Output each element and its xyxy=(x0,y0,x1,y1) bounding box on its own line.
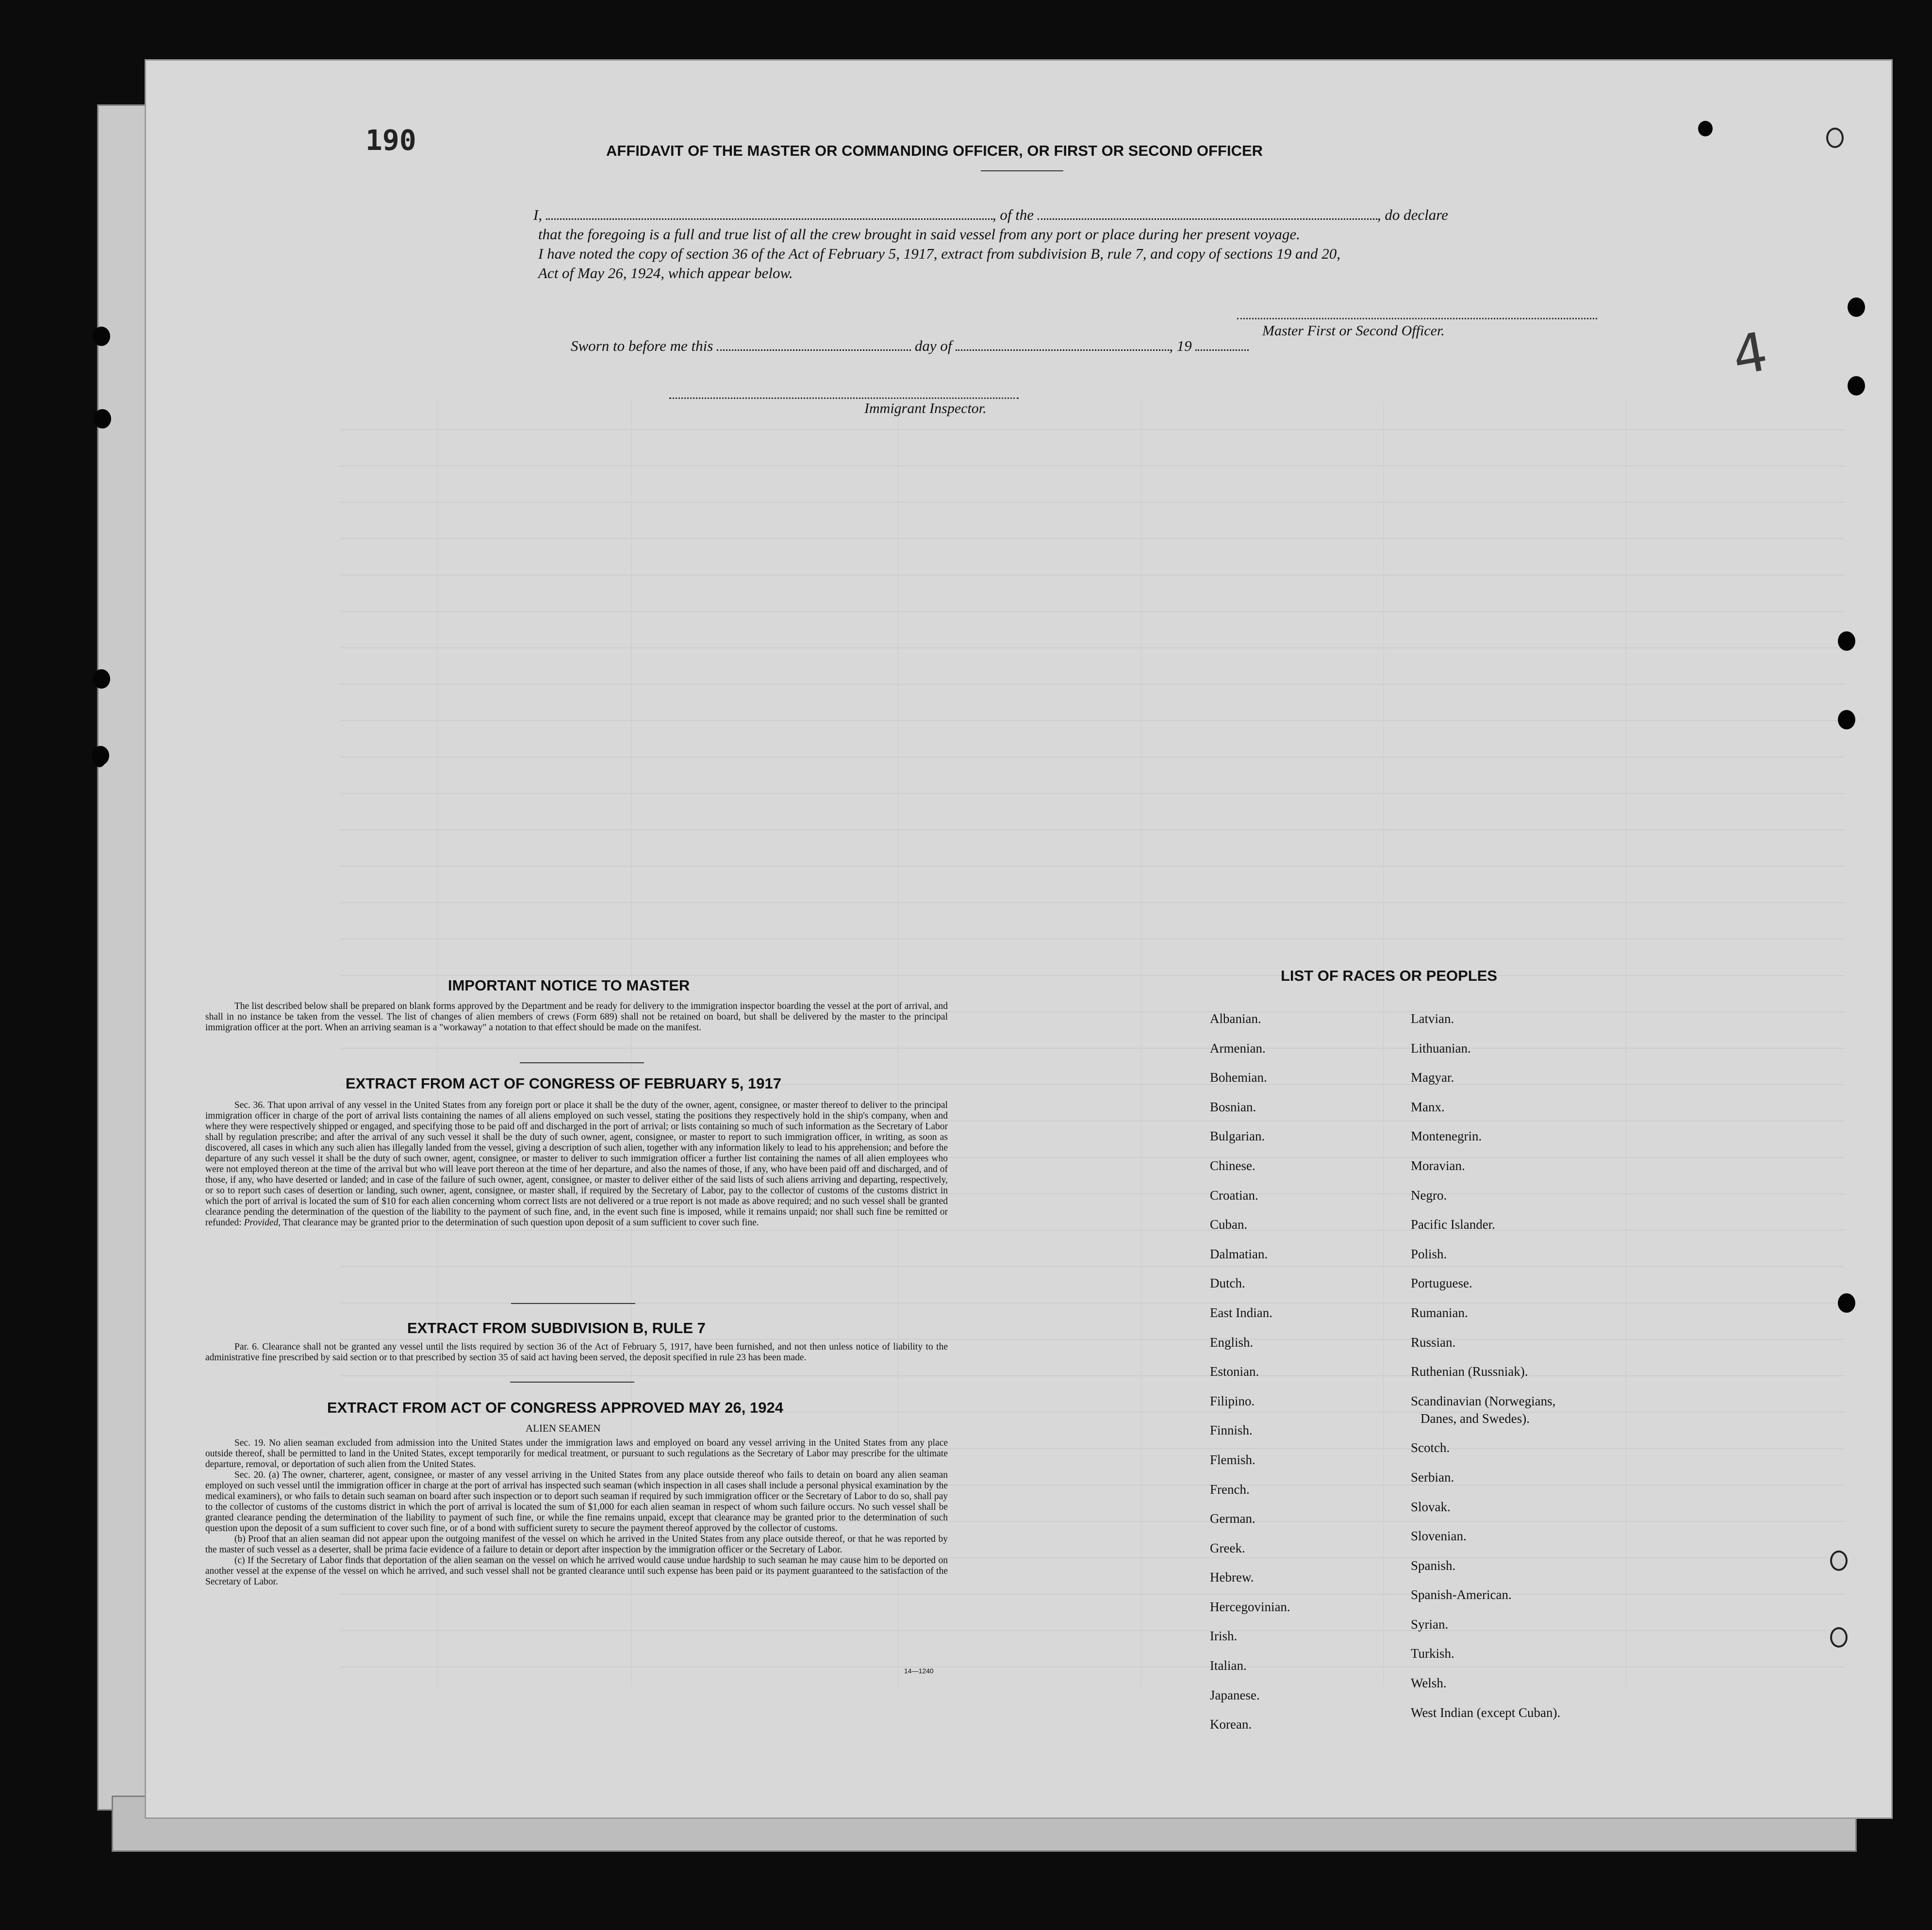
rule-7-text: Par. 6. Clearance shall not be granted any vessel until the lists required by section 36 of the Act of February 5, 1917, have been furnished, and not then unless notice of liability to the administrative fine prescribed by said section or to that prescribed by section 35 of said act having been served, the deposit specified in rule 23 has been made. xyxy=(205,1342,948,1363)
affidavit-line-1: I, , of the , do declare xyxy=(533,206,1448,223)
master-name-field[interactable] xyxy=(546,207,992,220)
race-item: Syrian. xyxy=(1411,1617,1449,1632)
race-item: Serbian. xyxy=(1411,1469,1454,1485)
signature-line[interactable] xyxy=(1237,318,1597,319)
race-item: Cuban. xyxy=(1210,1217,1248,1232)
signature-label: Master First or Second Officer. xyxy=(1262,323,1445,339)
race-item: Pacific Islander. xyxy=(1411,1217,1495,1232)
alien-seamen-subtitle: ALIEN SEAMEN xyxy=(526,1422,601,1434)
extract-1924-title: EXTRACT FROM ACT OF CONGRESS APPROVED MAY 26, 1924 xyxy=(327,1399,783,1416)
rule-7-title: EXTRACT FROM SUBDIVISION B, RULE 7 xyxy=(407,1320,706,1336)
form-number: 14—1240 xyxy=(904,1667,934,1675)
punch-hole xyxy=(1838,631,1855,651)
race-item: Latvian. xyxy=(1411,1011,1454,1026)
extract-1917-rule xyxy=(511,1303,635,1304)
race-item: Armenian. xyxy=(1210,1040,1266,1056)
race-item: Spanish-American. xyxy=(1411,1587,1512,1602)
race-item: Korean. xyxy=(1210,1717,1252,1732)
race-item: Ruthenian (Russniak). xyxy=(1411,1364,1528,1379)
affidavit-line-2: that the foregoing is a full and true list of all the crew brought in said vessel from any port or place during her present voyage. xyxy=(538,226,1300,243)
race-item: Croatian. xyxy=(1210,1188,1258,1203)
vessel-name-field[interactable] xyxy=(1038,207,1377,220)
punch-hole xyxy=(93,748,106,767)
handwritten-mark: 4 xyxy=(1728,320,1772,388)
race-item: Albanian. xyxy=(1210,1011,1261,1026)
race-item: Manx. xyxy=(1411,1099,1445,1114)
race-item: Scotch. xyxy=(1411,1440,1450,1455)
race-item: West Indian (except Cuban). xyxy=(1411,1705,1561,1720)
race-item: Moravian. xyxy=(1411,1158,1465,1173)
notice-text: The list described below shall be prepared on blank forms approved by the Department and be ready for delivery to the immigration inspector boarding the vessel at the port of arrival, and shall in no instance be taken from the vessel. The list of changes of alien members of crews (Form 689) shall not be retained on board, but shall be delivered by the master to the principal immigration officer at the port. When an arriving seaman is a "workaway" a notation to that effect should be made on the manifest. xyxy=(205,1001,948,1033)
affidavit-title: AFFIDAVIT OF THE MASTER OR COMMANDING OFFICER, OR FIRST OR SECOND OFFICER xyxy=(606,142,1263,159)
rule-7-rule xyxy=(510,1382,634,1383)
races-title: LIST OF RACES OR PEOPLES xyxy=(1281,967,1498,984)
race-item: Filipino. xyxy=(1210,1393,1255,1408)
race-item: Japanese. xyxy=(1210,1687,1260,1702)
race-item: Scandinavian (Norwegians, xyxy=(1411,1393,1556,1408)
race-item: Dalmatian. xyxy=(1210,1246,1268,1261)
inspector-signature-line[interactable] xyxy=(669,397,1019,399)
race-item: Estonian. xyxy=(1210,1364,1259,1379)
races-left-column xyxy=(1210,1004,1290,1739)
race-item: Slovak. xyxy=(1411,1499,1451,1514)
sworn-year-field[interactable] xyxy=(1195,338,1249,351)
punch-hole xyxy=(1838,1293,1855,1313)
race-item: Lithuanian. xyxy=(1411,1040,1471,1056)
race-item: Hebrew. xyxy=(1210,1570,1254,1585)
extract-1917-title: EXTRACT FROM ACT OF CONGRESS OF FEBRUARY 5, 1917 xyxy=(346,1075,781,1092)
notice-rule xyxy=(520,1062,644,1063)
punch-hole xyxy=(1838,710,1855,729)
race-item: Polish. xyxy=(1411,1246,1447,1261)
notice-title: IMPORTANT NOTICE TO MASTER xyxy=(448,977,690,994)
race-item: East Indian. xyxy=(1210,1305,1272,1320)
punch-hole xyxy=(1848,297,1865,317)
race-item: Greek. xyxy=(1210,1540,1245,1555)
sworn-day-field[interactable] xyxy=(717,338,911,351)
race-item: Montenegrin. xyxy=(1411,1129,1482,1144)
form-page xyxy=(145,59,1893,1819)
race-item: Russian. xyxy=(1411,1335,1456,1350)
race-item: Irish. xyxy=(1210,1629,1238,1644)
race-item: Welsh. xyxy=(1411,1676,1447,1691)
sworn-line: Sworn to before me this day of , 19 xyxy=(571,337,1249,355)
punch-hole xyxy=(93,327,110,346)
extract-1917-text: Sec. 36. That upon arrival of any vessel in the United States from any foreign port or place it shall be the duty of the owner, agent, consignee, or master thereof to deliver to the principal immigration officer in charge of the port of arrival lists containing the names of all aliens employed on such vessel, stating the positions they respectively hold in the ship's company, when and where they were respectively shipped or engaged, and specifying those to be paid off and discharged in the port of arrival; or lists containing so much of such information as the Secretary of Labor shall by regulation prescribe; and after the arrival of any such vessel it shall be the duty of such owner, agent, consignee, or master to report to such immigration officer, in writing, as soon as discovered, all cases in which any such alien has illegally landed from the vessel, giving a description of such alien, together with any information likely to lead to his apprehension; and before the departure of any such vessel it shall be the duty of such owner, agent, consignee, or master to deliver to such immigration officer a further list containing the names of all alien employees who were not employed thereon at the time of the arrival but who will leave port thereon at the time of her departure, and also the names of those, if any, who have been paid off and discharged, and of those, if any, who have deserted or landed; and in case of the failure of such owner, agent, consignee, or master to deliver either of the said lists of such aliens arriving and departing, respectively, or so to report such cases of desertion or landing, such owner, agent, consignee, or master shall, if required by the Secretary of Labor, pay to the collector of customs of the customs district in which the port of arrival is located the sum of $10 for each alien concerning whom correct lists are not delivered or a true report is not made as above required; and no such vessel shall be granted clearance pending the determination of the question of the liability to the payment of such fine, and, in the event such fine is imposed, while it remains unpaid; nor shall such fine be remitted or refunded: Provided, That clearance may be granted prior to the determination of such question upon deposit of a sum sufficient to cover such fine. xyxy=(205,1100,948,1228)
affidavit-line-3: I have noted the copy of section 36 of the Act of February 5, 1917, extract from subdivision B, rule 7, and copy of sections 19 and 20, xyxy=(538,245,1341,262)
race-item: Portuguese. xyxy=(1411,1276,1472,1291)
race-item: German. xyxy=(1210,1511,1255,1526)
race-item: Magyar. xyxy=(1411,1070,1454,1085)
race-item: French. xyxy=(1210,1482,1250,1497)
race-item: Bohemian. xyxy=(1210,1070,1267,1085)
race-item: English. xyxy=(1210,1335,1254,1350)
punch-hole xyxy=(94,409,111,429)
race-item: Turkish. xyxy=(1411,1646,1454,1661)
punch-hole xyxy=(1848,376,1865,396)
race-item: Chinese. xyxy=(1210,1158,1255,1173)
race-item: Finnish. xyxy=(1210,1423,1253,1438)
race-item: Hercegovinian. xyxy=(1210,1599,1290,1614)
race-item: Slovenian. xyxy=(1411,1529,1467,1544)
race-item: Spanish. xyxy=(1411,1558,1456,1573)
punch-hole xyxy=(1830,1627,1848,1648)
sworn-month-field[interactable] xyxy=(956,338,1169,351)
punch-hole xyxy=(93,669,110,689)
punch-hole xyxy=(1698,121,1713,136)
punch-hole xyxy=(1830,1551,1848,1571)
race-item: Rumanian. xyxy=(1411,1305,1468,1320)
race-item: Dutch. xyxy=(1210,1276,1245,1291)
race-item: Bulgarian. xyxy=(1210,1129,1265,1144)
race-item: Danes, and Swedes). xyxy=(1420,1411,1530,1426)
races-right-column xyxy=(1411,1004,1560,1727)
punch-hole xyxy=(1826,128,1844,148)
race-item: Italian. xyxy=(1210,1658,1247,1673)
sheet-number: 190 xyxy=(365,124,416,157)
race-item: Bosnian. xyxy=(1210,1099,1256,1114)
race-item: Negro. xyxy=(1411,1188,1447,1203)
title-rule xyxy=(981,170,1063,171)
extract-1924-text: Sec. 19. No alien seaman excluded from admission into the United States under the immigration laws and employed on board any vessel arriving in the United States from any place outside thereof, shall be permitted to land in the United States, except temporarily for medical treatment, or pursuant to such regulations as the Secretary of Labor may prescribe for the ultimate departure, removal, or deportation of such alien from the United States. Sec. 20. (a) The owner, charterer, agent, consignee, or master of any vessel arriving in the United States from any place outside thereof who fails to detain on board any alien seaman employed on such vessel until the immigration officer in charge at the port of arrival has inspected such seaman (which inspection in all cases shall include a personal physical examination by the medical examiners), or who fails to detain such seaman on board after such inspection or to deport such seaman if required by such immigration officer or the Secretary of Labor to do so, shall pay to the collector of customs of the customs district in which the port of arrival is located the sum of $1,000 for each alien seaman in respect of whom such failure occurs. No such vessel shall be granted clearance pending the determination of the liability to payment of such fine, or while the fine remains unpaid, except that clearance may be granted prior to the determination of such question upon the deposit of a sum sufficient to cover such fine, or of a bond with sufficient surety to secure the payment thereof approved by the collector of customs. (b) Proof that an alien seaman did not appear upon the outgoing manifest of the vessel on which he arrived in the United States from any place outside thereof, or that he was reported by the master of such vessel as a deserter, shall be prima facie evidence of a failure to detain or deport after inspection by the immigration officer or the Secretary of Labor. (c) If the Secretary of Labor finds that deportation of the alien seaman on the vessel on which he arrived would cause undue hardship to such seaman he may cause him to be deported on another vessel at the expense of the vessel on which he arrived, and such vessel shall not be granted clearance until such expense has been paid or its payment guaranteed to the satisfaction of the Secretary of Labor. xyxy=(205,1438,948,1587)
inspector-label: Immigrant Inspector. xyxy=(864,400,987,416)
affidavit-line-4: Act of May 26, 1924, which appear below. xyxy=(538,264,793,281)
race-item: Flemish. xyxy=(1210,1452,1255,1467)
